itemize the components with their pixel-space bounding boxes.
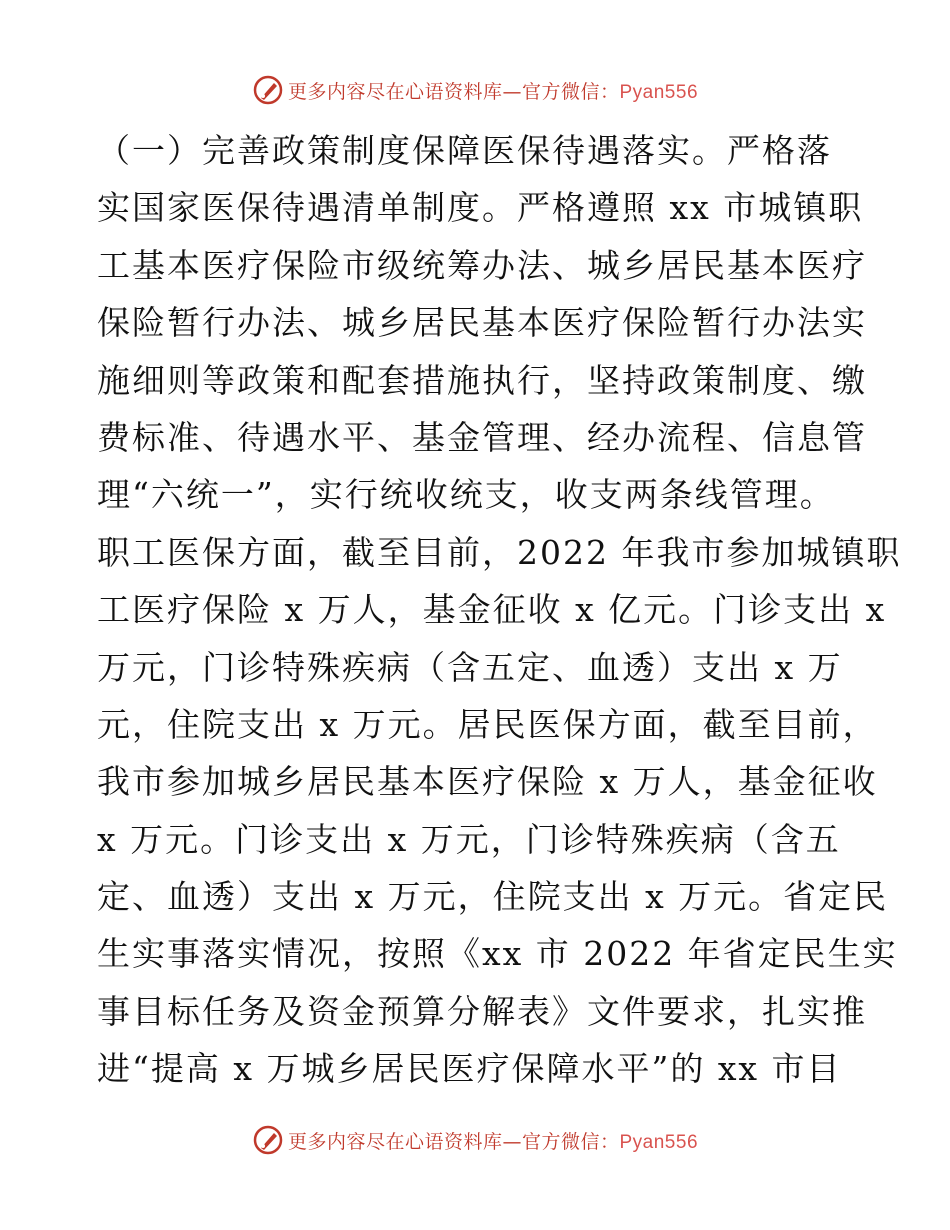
- header-banner: [0, 70, 950, 110]
- body-line: 工基本医疗保险市级统筹办法、城乡居民基本医疗: [97, 245, 867, 285]
- footer-banner-text: [288, 1127, 698, 1154]
- header-banner-contact: 官方微信：: [521, 80, 620, 103]
- body-line: 万元，门诊特殊疾病（含五定、血透）支出 x 万: [97, 647, 843, 687]
- pen-logo-icon: [252, 74, 284, 106]
- body-line: 生实事落实情况，按照《xx 市 2022 年省定民生实: [97, 934, 898, 974]
- header-banner-separator: —: [502, 80, 522, 103]
- header-banner-text: [288, 77, 698, 104]
- body-line: 元，住院支出 x 万元。居民医保方面，截至目前，: [97, 704, 878, 744]
- body-line: 施细则等政策和配套措施执行，坚持政策制度、缴: [97, 360, 867, 400]
- body-line: 事目标任务及资金预算分解表》文件要求，扎实推: [97, 991, 867, 1031]
- footer-banner-handle: Pyan556: [619, 1131, 699, 1153]
- body-line: 定、血透）支出 x 万元，住院支出 x 万元。省定民: [97, 877, 889, 917]
- footer-banner-contact: 官方微信：: [521, 1130, 620, 1153]
- pen-logo-icon: [252, 1124, 284, 1156]
- header-banner-title: 更多内容尽在心语资料库: [287, 80, 503, 103]
- body-line: 实国家医保待遇清单制度。严格遵照 xx 市城镇职: [97, 188, 864, 228]
- footer-banner-separator: —: [502, 1130, 522, 1153]
- body-line: 进“提高 x 万城乡居民医疗保障水平”的 xx 市目: [97, 1049, 842, 1089]
- body-line: 费标准、待遇水平、基金管理、经办流程、信息管: [97, 417, 867, 457]
- body-line: 工医疗保险 x 万人，基金征收 x 亿元。门诊支出 x: [97, 590, 887, 630]
- body-line: 职工医保方面，截至目前，2022 年我市参加城镇职: [97, 532, 902, 572]
- header-banner-handle: Pyan556: [619, 81, 699, 103]
- footer-banner: [0, 1120, 950, 1160]
- body-line: x 万元。门诊支出 x 万元，门诊特殊疾病（含五: [97, 819, 841, 859]
- body-line: 我市参加城乡居民基本医疗保险 x 万人，基金征收: [97, 762, 878, 802]
- body-line: 理“六统一”，实行统收统支，收支两条线管理。: [97, 475, 835, 515]
- body-line: （一）完善政策制度保障医保待遇落实。严格落: [97, 131, 832, 170]
- document-body: [97, 122, 902, 1098]
- body-line: 保险暂行办法、城乡居民基本医疗保险暂行办法实: [97, 303, 867, 343]
- footer-banner-title: 更多内容尽在心语资料库: [287, 1130, 503, 1153]
